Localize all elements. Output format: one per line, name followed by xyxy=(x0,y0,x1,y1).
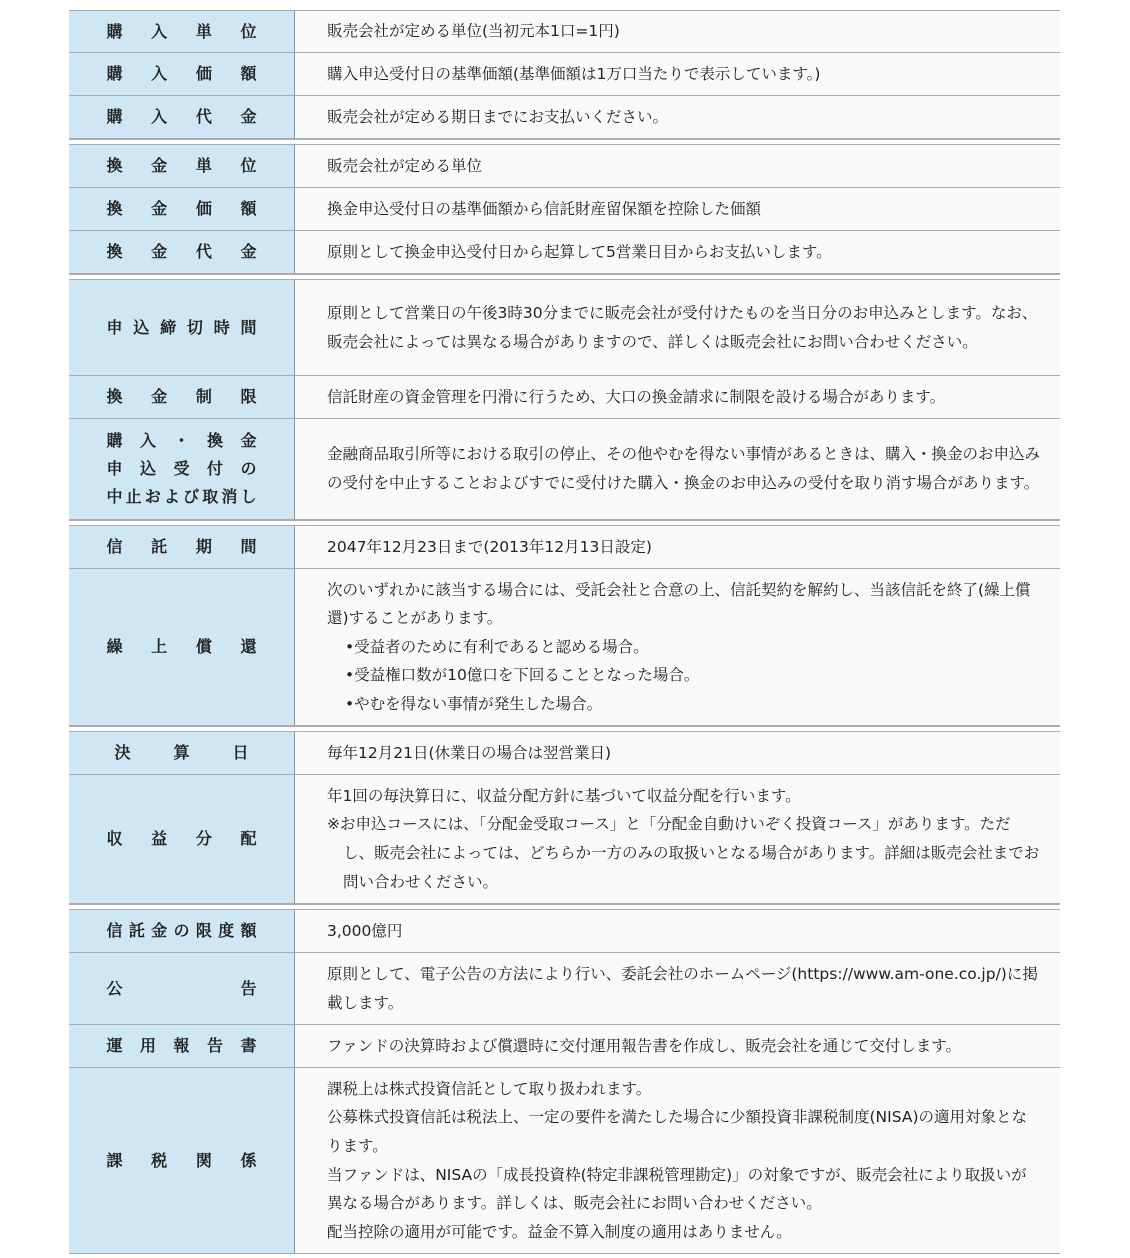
row-value: 年1回の毎決算日に、収益分配方針に基づいて収益分配を行います。 ※お申込コースには、「分配金受取コース」と「分配金自動けいぞく投資コース」があります。ただし、販売会社によっては、どちらか一方のみの取扱いとなる場合があります。詳細は販売会社までお問い合わせください。 xyxy=(295,775,1060,903)
row-label xyxy=(69,11,295,52)
row-value: 原則として営業日の午後3時30分までに販売会社が受付けたものを当日分のお申込みとします。なお、販売会社によっては異なる場合がありますので、詳しくは販売会社にお問い合わせください。 xyxy=(295,280,1060,375)
group-divider xyxy=(69,274,1060,278)
row-label-text: 換 金 制 限 xyxy=(106,387,257,406)
row-label-text: 信 託 金 の 限 度 額 xyxy=(106,921,257,940)
row-purchase-price xyxy=(69,53,1060,96)
row-label-text: 換 金 単 位 xyxy=(106,156,257,175)
row-label-text: 換 金 価 額 xyxy=(106,199,257,218)
note-text: ※お申込コースには、「分配金受取コース」と「分配金自動けいぞく投資コース」があります。ただし、販売会社によっては、どちらか一方のみの取扱いとなる場合があります。詳細は販売会社までお問い合わせください。 xyxy=(327,815,1040,891)
row-label-text: 申 込 受 付 の xyxy=(106,459,257,478)
bullet-item: •受益者のために有利であると認める場合。 xyxy=(345,637,649,656)
row-label xyxy=(69,1068,295,1253)
row-value: 毎年12月21日(休業日の場合は翌営業日) xyxy=(295,732,1060,774)
row-value: 換金申込受付日の基準価額から信託財産留保額を控除した価額 xyxy=(295,188,1060,230)
fund-terms-table xyxy=(69,10,1060,1254)
row-value: 3,000億円 xyxy=(295,910,1060,952)
row-trust-limit xyxy=(69,909,1060,953)
row-redemption-limit xyxy=(69,376,1060,419)
row-label xyxy=(69,231,295,273)
row-label-text: 購 入 価 額 xyxy=(106,64,257,83)
group-divider xyxy=(69,726,1060,730)
row-label xyxy=(69,953,295,1024)
row-label-text: 課 税 関 係 xyxy=(106,1150,257,1170)
group-divider xyxy=(69,139,1060,143)
row-value: 原則として換金申込受付日から起算して5営業日目からお支払いします。 xyxy=(295,231,1060,273)
row-settlement-date xyxy=(69,731,1060,775)
row-value: 販売会社が定める期日までにお支払いください。 xyxy=(295,96,1060,138)
row-label-text: 繰 上 償 還 xyxy=(106,637,257,656)
row-redemption-payment xyxy=(69,231,1060,274)
row-label xyxy=(69,526,295,568)
row-trust-period xyxy=(69,525,1060,569)
row-label xyxy=(69,775,295,903)
row-label xyxy=(69,53,295,95)
row-label-text: 申 込 締 切 時 間 xyxy=(106,317,257,337)
row-order-cutoff xyxy=(69,279,1060,376)
row-value: 購入申込受付日の基準価額(基準価額は1万口当たりで表示しています。) xyxy=(295,53,1060,95)
row-early-redemption xyxy=(69,569,1060,726)
row-purchase-unit xyxy=(69,10,1060,53)
row-label xyxy=(69,910,295,952)
row-label-text: 運 用 報 告 書 xyxy=(106,1036,257,1055)
row-taxation xyxy=(69,1068,1060,1254)
row-value: 次のいずれかに該当する場合には、受託会社と合意の上、信託契約を解約し、当該信託を終了(繰上償還)することがあります。 •受益者のために有利であると認める場合。 •受益権口数が10億口を下回ることとなった場合。 •やむを得ない事情が発生した場合。 xyxy=(295,569,1060,725)
row-label xyxy=(69,569,295,725)
row-label-text: 中 止 お よ び 取 消 し xyxy=(106,487,257,506)
row-public-notice xyxy=(69,953,1060,1025)
row-value: 販売会社が定める単位 xyxy=(295,145,1060,187)
row-redemption-price xyxy=(69,188,1060,231)
row-label-text: 購 入 単 位 xyxy=(106,21,257,41)
row-label xyxy=(69,732,295,774)
row-label-text: 信 託 期 間 xyxy=(106,537,257,556)
row-distribution xyxy=(69,775,1060,904)
row-value: 信託財産の資金管理を円滑に行うため、大口の換金請求に制限を設ける場合があります。 xyxy=(295,376,1060,418)
row-label xyxy=(69,188,295,230)
row-purchase-payment xyxy=(69,96,1060,139)
row-label-text: 公 告 xyxy=(106,978,257,998)
row-value: ファンドの決算時および償還時に交付運用報告書を作成し、販売会社を通じて交付します。 xyxy=(295,1025,1060,1067)
row-label xyxy=(69,280,295,375)
row-label-text: 購 入 代 金 xyxy=(106,107,257,126)
group-divider xyxy=(69,520,1060,524)
row-value: 課税上は株式投資信託として取り扱われます。 公募株式投資信託は税法上、一定の要件を満たした場合に少額投資非課税制度(NISA)の適用対象となります。 当ファンドは、NISAの「成長投資枠(特定非課税管理勘定)」の対象ですが、販売会社により取扱いが異なる場合があります。詳しくは、販売会社にお問い合わせください。 配当控除の適用が可能です。益金不算入制度の適用はありません。 xyxy=(295,1068,1060,1253)
row-value: 2047年12月23日まで(2013年12月13日設定) xyxy=(295,526,1060,568)
row-value: 販売会社が定める単位(当初元本1口=1円) xyxy=(295,11,1060,52)
row-label xyxy=(69,145,295,187)
row-label xyxy=(69,419,295,519)
row-value: 原則として、電子公告の方法により行い、委託会社のホームページ(https://www.am-one.co.jp/)に掲載します。 xyxy=(295,953,1060,1024)
group-divider xyxy=(69,904,1060,908)
row-management-report xyxy=(69,1025,1060,1068)
row-label-text: 収 益 分 配 xyxy=(106,829,257,848)
row-value: 金融商品取引所等における取引の停止、その他やむを得ない事情があるときは、購入・換金のお申込みの受付を中止することおよびすでに受付けた購入・換金のお申込みの受付を取り消す場合があります。 xyxy=(295,419,1060,519)
row-label xyxy=(69,376,295,418)
bullet-item: •受益権口数が10億口を下回ることとなった場合。 xyxy=(345,666,700,685)
row-suspension xyxy=(69,419,1060,520)
row-label xyxy=(69,96,295,138)
row-label-text: 換 金 代 金 xyxy=(106,242,257,261)
row-label-text: 決 算 日 xyxy=(114,743,249,762)
row-label xyxy=(69,1025,295,1067)
bullet-item: •やむを得ない事情が発生した場合。 xyxy=(345,694,603,713)
row-label-text: 購 入 ・ 換 金 xyxy=(106,431,257,450)
row-redemption-unit xyxy=(69,144,1060,188)
